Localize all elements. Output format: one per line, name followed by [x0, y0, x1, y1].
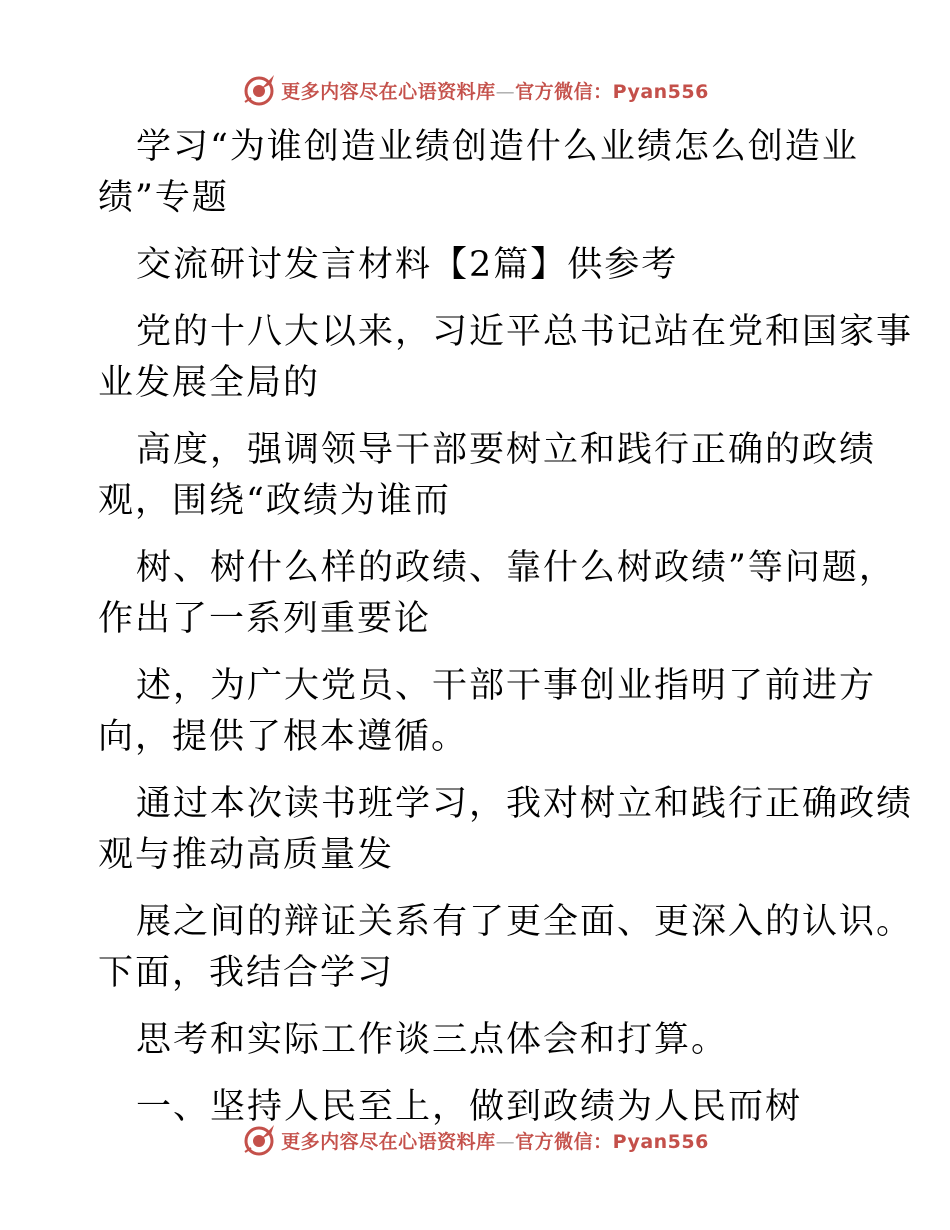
paragraph-line: 党的十八大以来，习近平总书记站在党和国家事: [136, 312, 914, 352]
paragraph: [98, 1015, 888, 1066]
paragraph: [98, 307, 914, 409]
paragraph-line: 观，围绕“政绩为谁而: [98, 481, 451, 521]
paragraph-line: 通过本次读书班学习，我对树立和践行正确政绩: [136, 784, 914, 824]
banner-separator: —: [495, 80, 516, 103]
paragraph-line: 绩”专题: [98, 178, 229, 218]
paragraph: [98, 425, 888, 527]
paragraph-line: 展之间的辩证关系有了更全面、更深入的认识。: [136, 902, 914, 942]
banner-separator: —: [495, 1130, 516, 1153]
paragraph-line: 一、坚持人民至上，做到政绩为人民而树: [136, 1087, 803, 1127]
paragraph: [98, 897, 914, 999]
banner-text: [281, 1127, 709, 1154]
quill-pen-logo-icon: [241, 1122, 277, 1158]
banner-brand: 更多内容尽在心语资料库: [281, 1130, 496, 1153]
paragraph-line: 向，提供了根本遵循。: [98, 717, 469, 757]
paragraph: [98, 661, 888, 763]
paragraph-line: 作出了一系列重要论: [98, 599, 432, 639]
banner-wechat: 官方微信：Pyan556: [515, 1130, 709, 1153]
footer-banner: [0, 1120, 950, 1160]
banner-wechat: 官方微信：Pyan556: [515, 80, 709, 103]
header-banner: [0, 70, 950, 110]
paragraph-line: 业发展全局的: [98, 363, 321, 403]
banner-brand: 更多内容尽在心语资料库: [281, 80, 496, 103]
paragraph-line: 下面，我结合学习: [98, 953, 395, 993]
paragraph-line: 树、树什么样的政绩、靠什么树政绩”等问题，: [136, 548, 896, 588]
paragraph: [98, 779, 914, 881]
banner-text: [281, 77, 709, 104]
paragraph-line: 思考和实际工作谈三点体会和打算。: [136, 1020, 729, 1060]
paragraph-line: 高度，强调领导干部要树立和践行正确的政绩: [136, 430, 877, 470]
document-body: [98, 122, 914, 1149]
paragraph-line: 交流研讨发言材料【2篇】供参考: [136, 245, 679, 285]
doc-subtitle: [98, 240, 888, 291]
paragraph-line: 学习“为谁创造业绩创造什么业绩怎么创造业: [136, 127, 859, 167]
quill-pen-logo-icon: [241, 72, 277, 108]
paragraph-line: 述，为广大党员、干部干事创业指明了前进方: [136, 666, 877, 706]
paragraph-line: 观与推动高质量发: [98, 835, 395, 875]
paragraph: [98, 543, 896, 645]
doc-title: [98, 122, 888, 224]
